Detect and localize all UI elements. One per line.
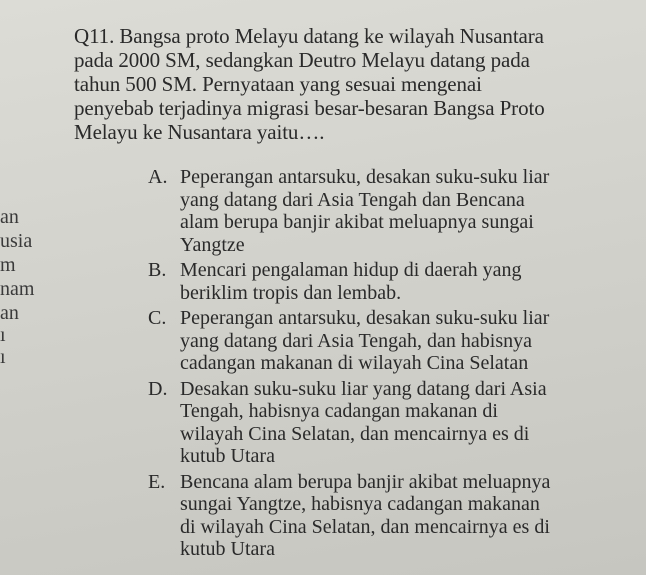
option-line: cadangan makanan di wilayah Cina Selatan	[180, 352, 529, 374]
left-edge-fragment: nam	[0, 278, 35, 300]
option-line: kutub Utara	[180, 445, 275, 467]
option-line: Peperangan antarsuku, desakan suku-suku liar	[180, 166, 550, 188]
left-edge-fragment: ı	[0, 346, 6, 368]
option-letter: A.	[148, 166, 168, 188]
question-text	[74, 24, 614, 144]
option-letter: D.	[148, 377, 168, 400]
option-e	[148, 471, 628, 561]
option-line: Bencana alam berupa banjir akibat meluapnya	[180, 470, 551, 493]
option-line: sungai Yangtze, habisnya cadangan makanan	[180, 493, 540, 515]
option-line: beriklim tropis dan lembab.	[180, 281, 402, 304]
option-line: alam berupa banjir akibat meluapnya sungai	[180, 211, 534, 233]
option-line: Mencari pengalaman hidup di daerah yang	[180, 259, 522, 281]
option-line: Desakan suku-suku liar yang datang dari Asia	[180, 377, 547, 400]
question-line: penyebab terjadinya migrasi besar-besaran Bangsa Proto	[74, 96, 545, 120]
option-letter: E.	[148, 470, 166, 493]
left-edge-fragment: an	[0, 302, 19, 324]
option-b	[148, 259, 628, 304]
option-d	[148, 378, 628, 468]
question-line: Q11. Bangsa proto Melayu datang ke wilayah Nusantara	[74, 24, 544, 48]
option-line: di wilayah Cina Selatan, dan mencairnya es di	[180, 515, 550, 538]
option-line: yang datang dari Asia Tengah dan Bencana	[180, 188, 525, 211]
question-line: tahun 500 SM. Pernyataan yang sesuai mengenai	[74, 72, 482, 96]
option-line: yang datang dari Asia Tengah, dan habisnya	[180, 329, 533, 352]
option-line: wilayah Cina Selatan, dan mencairnya es di	[180, 422, 530, 445]
left-edge-fragment: usia	[0, 230, 33, 252]
option-line: kutub Utara	[180, 538, 275, 560]
option-a	[148, 166, 628, 256]
option-line: Peperangan antarsuku, desakan suku-suku liar	[180, 307, 550, 329]
left-edge-fragment: ı	[0, 324, 6, 346]
question-line: pada 2000 SM, sedangkan Deutro Melayu datang pada	[74, 48, 530, 72]
option-c	[148, 307, 628, 375]
answer-options	[148, 166, 628, 564]
option-letter: B.	[148, 259, 167, 281]
left-edge-fragment: m	[0, 254, 16, 276]
question-line: Melayu ke Nusantara yaitu….	[74, 120, 325, 144]
option-letter: C.	[148, 307, 167, 329]
option-line: Tengah, habisnya cadangan makanan di	[180, 400, 498, 422]
option-line: Yangtze	[180, 233, 245, 256]
left-edge-fragment: an	[0, 206, 19, 228]
